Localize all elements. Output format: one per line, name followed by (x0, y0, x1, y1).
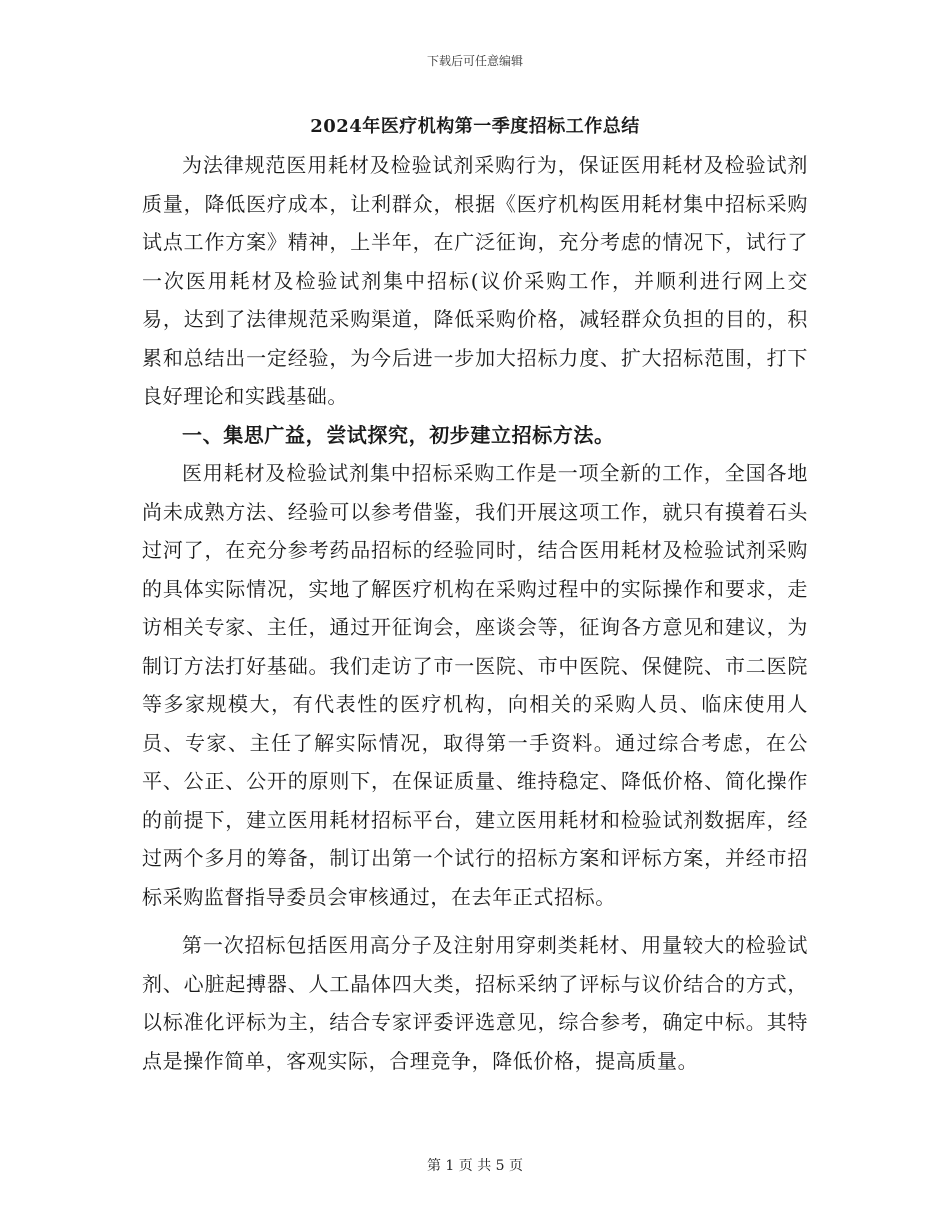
document-title: 2024年医疗机构第一季度招标工作总结 (310, 116, 640, 137)
page-number: 第 1 页 共 5 页 (426, 1158, 524, 1174)
document-body (142, 112, 808, 1080)
section-heading-1: 一、集思广益，尝试探究，初步建立招标方法。 (182, 422, 615, 447)
paragraph-intro: 为法律规范医用耗材及检验试剂采购行为，保证医用耗材及检验试剂质量，降低医疗成本，让利群众，根据《医疗机构医用耗材集中招标采购试点工作方案》精神，上半年，在广泛征询，充分考虑的情况下，试行了一次医用耗材及检验试剂集中招标(议价采购工作，并顺利进行网上交易，达到了法律规范采购渠道，降低采购价格，减轻群众负担的目的，积累和总结出一定经验，为今后进一步加大招标力度、扩大招标范围，打下良好理论和实践基础。 (142, 153, 808, 408)
paragraph-body-1: 医用耗材及检验试剂集中招标采购工作是一项全新的工作，全国各地尚未成熟方法、经验可以参考借鉴，我们开展这项工作，就只有摸着石头过河了，在充分参考药品招标的经验同时，结合医用耗材及检验试剂采购的具体实际情况，实地了解医疗机构在采购过程中的实际操作和要求，走访相关专家、主任，通过开征询会，座谈会等，征询各方意见和建议，为制订方法打好基础。我们走访了市一医院、市中医院、保健院、市二医院等多家规模大，有代表性的医疗机构，向相关的采购人员、临床使用人员、专家、主任了解实际情况，取得第一手资料。通过综合考虑，在公平、公正、公开的原则下，在保证质量、维持稳定、降低价格、简化操作的前提下，建立医用耗材招标平台，建立医用耗材和检验试剂数据库，经过两个多月的筹备，制订出第一个试行的招标方案和评标方案，并经市招标采购监督指导委员会审核通过，在去年正式招标。 (142, 461, 808, 909)
header-note: 下载后可任意编辑 (426, 54, 523, 68)
paragraph-body-2: 第一次招标包括医用高分子及注射用穿刺类耗材、用量较大的检验试剂、心脏起搏器、人工晶体四大类，招标采纳了评标与议价结合的方式，以标准化评标为主，结合专家评委评选意见，综合参考，确定中标。其特点是操作简单，客观实际，合理竞争，降低价格，提高质量。 (142, 933, 808, 1073)
